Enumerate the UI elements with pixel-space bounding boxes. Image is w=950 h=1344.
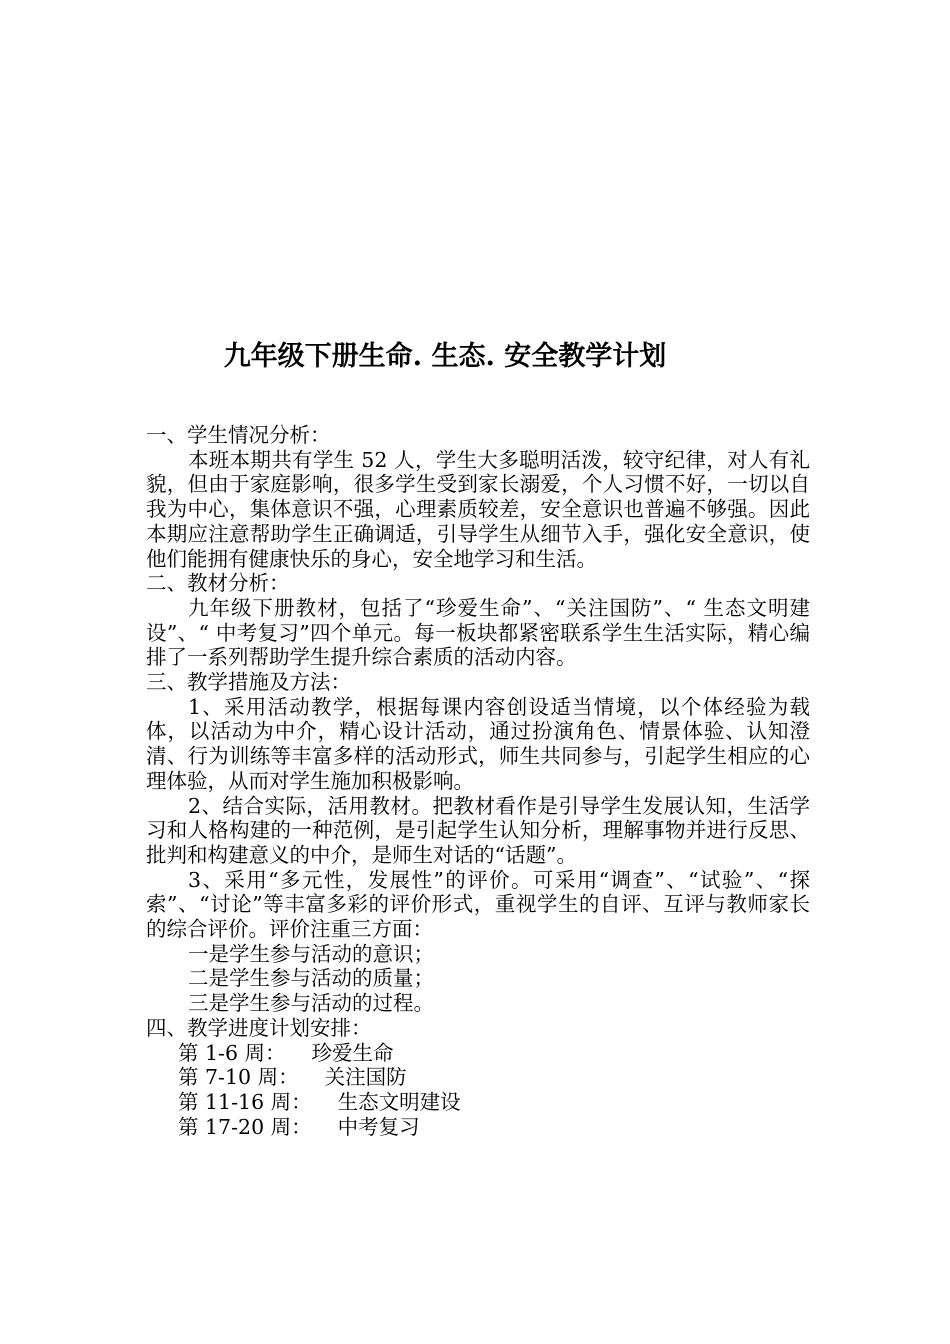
paragraph-textbook-analysis: 九年级下册教材，包括了“珍爱生命”、“关注国防”、“ 生态文明建设”、“ 中考复习”四个单元。每一板块都紧密联系学生生活实际，精心编排了一系列帮助学生提升综合素质的活动内容。 xyxy=(146,595,810,670)
evaluation-point-1: 一是学生参与活动的意识； xyxy=(188,941,434,966)
schedule-row xyxy=(146,1041,810,1066)
document-body xyxy=(146,423,810,1139)
schedule-weeks: 第 11-16 周： xyxy=(178,1089,312,1114)
schedule-row xyxy=(146,1090,810,1115)
section-heading-textbook-analysis: 二、教材分析： xyxy=(146,571,290,596)
schedule-topic: 珍爱生命 xyxy=(311,1040,394,1065)
section-heading-student-analysis: 一、学生情况分析： xyxy=(146,423,331,447)
document-title: 九年级下册生命. 生态. 安全教学计划 xyxy=(223,341,667,372)
schedule-weeks: 第 17-20 周： xyxy=(178,1114,312,1139)
paragraph-student-analysis: 本班本期共有学生 52 人，学生大多聪明活泼，较守纪律，对人有礼貌，但由于家庭影响，很多学生受到家长溺爱，个人习惯不好，一切以自我为中心，集体意识不强，心理素质较差，安全意识也普遍不够强。因此本期应注意帮助学生正确调适，引导学生从细节入手，强化安全意识，使他们能拥有健康快乐的身心，安全地学习和生活。 xyxy=(146,447,810,571)
schedule-topic: 生态文明建设 xyxy=(337,1089,461,1114)
schedule-weeks: 第 1-6 周： xyxy=(178,1040,286,1065)
evaluation-point-2: 二是学生参与活动的质量； xyxy=(188,966,434,991)
paragraph-method-2: 2、结合实际，活用教材。把教材看作是引导学生发展认知，生活学习和人格构建的一种范例，是引起学生认知分析，理解事物并进行反思、批判和构建意义的中介，是师生对话的“话题”。 xyxy=(146,793,810,867)
schedule-row xyxy=(146,1065,810,1090)
paragraph-method-3: 3、采用“多元性，发展性”的评价。可采用“调查”、“试验”、“探索”、“讨论”等丰富多彩的评价形式，重视学生的自评、互评与教师家长的综合评价。评价注重三方面： xyxy=(146,867,810,942)
schedule-row xyxy=(146,1115,810,1140)
paragraph-method-1: 1、采用活动教学，根据每课内容创设适当情境，以个体经验为载体，以活动为中介，精心设计活动，通过扮演角色、情景体验、认知澄清、行为训练等丰富多样的活动形式，师生共同参与，引起学生相应的心理体验，从而对学生施加积极影响。 xyxy=(146,694,810,793)
schedule-topic: 中考复习 xyxy=(337,1114,420,1139)
section-heading-schedule: 四、教学进度计划安排： xyxy=(146,1015,372,1040)
schedule-weeks: 第 7-10 周： xyxy=(178,1065,299,1090)
evaluation-point-3: 三是学生参与活动的过程。 xyxy=(188,991,434,1016)
schedule-topic: 关注国防 xyxy=(324,1065,407,1090)
section-heading-teaching-methods: 三、教学措施及方法： xyxy=(146,670,351,695)
